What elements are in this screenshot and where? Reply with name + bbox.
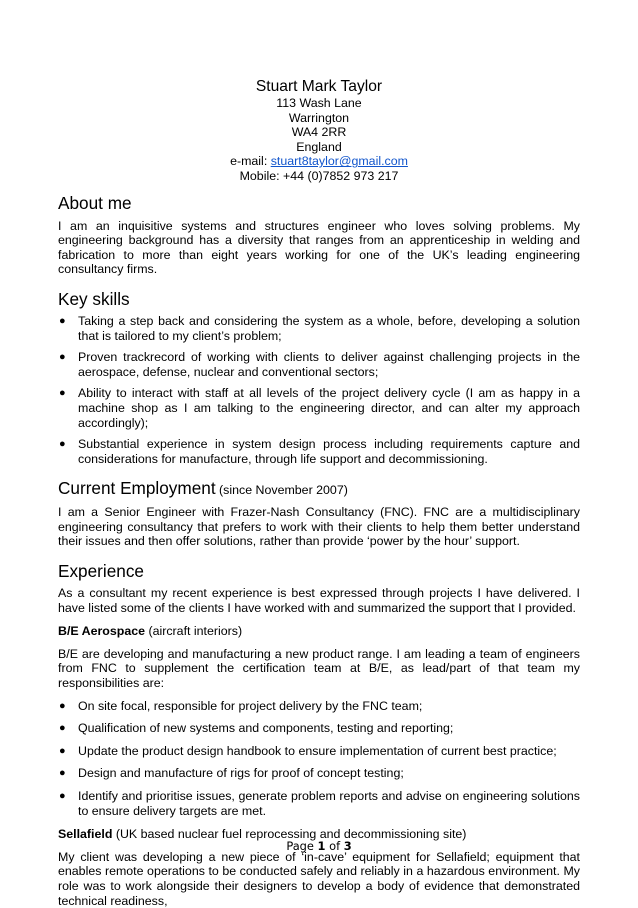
employment-since: (since November 2007) [215, 483, 348, 498]
list-item: ● Identify and prioritise issues, generate problem reports and advise on engineering solutions to ensure delivery targets are met. [59, 789, 580, 818]
be-text: B/E are developing and manufacturing a new product range. I am leading a team of engineers from FNC to supplement the certification team at B/E, as lead/part of that team my responsibilities are: [58, 646, 580, 691]
bullet-icon: ● [59, 387, 66, 400]
address-line-4: England [296, 139, 342, 154]
sellafield-note: (UK based nuclear fuel reprocessing and decommissioning site) [112, 827, 467, 842]
address-line-2: Warrington [288, 110, 350, 125]
list-item: ● Update the product design handbook to ensure implementation of current best practice; [59, 743, 557, 758]
employment-heading: Current Employment (since November 2007) [58, 478, 348, 499]
be-note: (aircraft interiors) [145, 624, 243, 639]
bullet-icon: ● [59, 314, 66, 327]
list-item: ● Qualification of new systems and components, testing and reporting; [59, 721, 454, 736]
bullet-icon: ● [59, 744, 66, 757]
address-line-3: WA4 2RR [291, 125, 347, 140]
employment-text: I am a Senior Engineer with Frazer-Nash Consultancy (FNC). FNC are a multidisciplinary engineering consultancy that prefers to work with their clients to help them better understand their issues and then offer solutions, rather than provide ‘power by the hour’ support. [58, 505, 580, 549]
skills-heading: Key skills [58, 288, 130, 309]
bullet-icon: ● [59, 438, 66, 451]
page-total: 3 [343, 839, 352, 853]
list-item: ● Proven trackrecord of working with clients to deliver against challenging projects in the aerospace, defense, nuclear and conventional sectors; [59, 350, 580, 379]
page-footer: Page 1 of 3 [286, 839, 352, 853]
be-client: B/E Aerospace [58, 624, 146, 639]
bullet-icon: ● [59, 699, 66, 712]
bullet-icon: ● [59, 790, 66, 802]
email-link[interactable]: stuart8taylor@gmail.com [270, 154, 408, 169]
bullet-icon: ● [59, 351, 66, 364]
address-line-1: 113 Wash Lane [276, 96, 362, 110]
be-subheading [58, 624, 580, 639]
email-line [58, 154, 580, 169]
about-heading: About me [58, 192, 132, 213]
bullet-icon: ● [59, 722, 66, 735]
contact-header [58, 77, 580, 184]
experience-heading: Experience [58, 561, 144, 582]
skills-list [58, 314, 580, 466]
cv-content [58, 77, 580, 908]
be-responsibilities-list [58, 699, 580, 819]
list-item: ● On site focal, responsible for project delivery by the FNC team; [59, 698, 423, 713]
bullet-icon: ● [59, 767, 66, 780]
sellafield-client: Sellafield [58, 827, 113, 842]
list-item: ● Ability to interact with staff at all levels of the project delivery cycle (I am as happy in a machine shop as I am talking to the engineering director, and can alter my approach accordingly); [59, 386, 580, 430]
page-number: 1 [317, 839, 326, 853]
sellafield-text: My client was developing a new piece of ‘in-cave’ equipment for Sellafield; equipment that enables remote operations to be conducted safely and reliably in a hazardous environment. My role was to work alongside their designers to develop a body of evidence that demonstrated technical readiness, [58, 849, 580, 908]
mobile-line: Mobile: +44 (0)7852 973 217 [239, 168, 399, 183]
list-item: ● Design and manufacture of rigs for proof of concept testing; [59, 766, 404, 781]
about-text: I am an inquisitive systems and structures engineer who loves solving problems. My engineering background has a diversity that ranges from an apprenticeship in welding and fabrication to more than eight years working for one of the UK’s leading engineering consultancy firms. [58, 218, 580, 277]
full-name: Stuart Mark Taylor [255, 78, 383, 95]
email-label: e-mail: [230, 154, 271, 169]
experience-intro: As a consultant my recent experience is best expressed through projects I have delivered. I have listed some of the clients I have worked with and summarized the support that I provided. [58, 586, 580, 615]
list-item: ● Substantial experience in system design process including requirements capture and considerations for manufacture, through life support and decommissioning. [59, 437, 580, 466]
list-item: ● Taking a step back and considering the system as a whole, before, developing a solution that is tailored to my client’s problem; [59, 313, 580, 343]
